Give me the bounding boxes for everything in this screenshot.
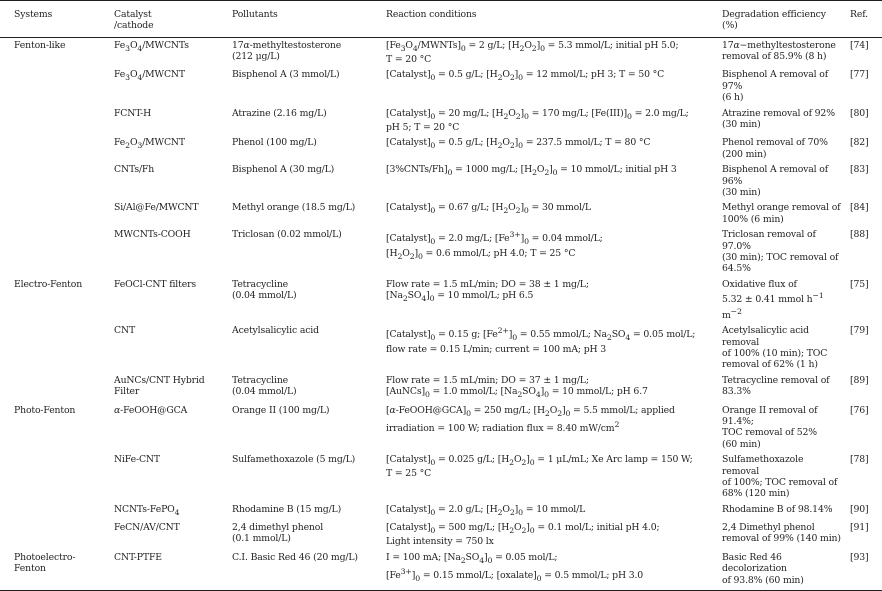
ref-cell: [82] <box>850 137 869 149</box>
catalyst-cell: α-FeOOH@GCA <box>114 404 188 416</box>
catalyst-cell: MWCNTs-COOH <box>114 229 191 241</box>
table-row <box>0 277 882 323</box>
table-row <box>0 403 882 453</box>
efficiency-cell: Sulfamethoxazole removal of 100%; TOC removal of 68% (120 min) <box>722 454 838 500</box>
pollutant-cell: Phenol (100 mg/L) <box>232 137 317 149</box>
efficiency-cell: Triclosan removal of 97.0% (30 min); TOC removal of 64.5% <box>722 229 839 275</box>
pollutant-cell: Atrazine (2.16 mg/L) <box>232 107 327 119</box>
table-row <box>0 323 882 373</box>
efficiency-cell: Orange II removal of 91.4%; TOC removal of 52% (60 min) <box>722 404 818 450</box>
system-cell <box>0 452 110 502</box>
efficiency-cell: Basic Red 46 decolorization of 93.8% (60 min) <box>718 550 846 591</box>
catalyst-cell: AuNCs/CNT Hybrid Filter <box>114 374 205 398</box>
system-cell <box>0 323 110 373</box>
efficiency-cell: Tetracycline removal of 83.3% <box>722 374 830 398</box>
pollutant-cell: Tetracycline (0.04 mmol/L) <box>232 374 297 398</box>
ref-cell: [89] <box>850 374 869 386</box>
conditions-cell: $[Catalyst]_0 = 500$ mg/L; $[H_2O_2]_0 = 0.1$ mol/L; initial pH 4.0; Light intensity = 750 lx <box>386 522 660 548</box>
table-row <box>0 200 882 227</box>
conditions-cell: $[Catalyst]_0 = 0.5$ g/L; $[H_2O_2]_0 = 237.5$ mmol/L; T = 80 °C <box>386 137 651 151</box>
table-row <box>0 37 882 67</box>
pollutant-cell: 17α-methyltestosterone (212 μg/L) <box>232 39 342 63</box>
conditions-cell: $[3\%CNTs/Fh]_0 = 1000$ mg/L; $[H_2O_2]_0 = 10$ mmol/L; initial pH 3 <box>386 164 677 178</box>
system-cell <box>0 67 110 105</box>
header-systems: Systems <box>0 1 110 38</box>
ref-cell: [80] <box>850 107 869 119</box>
pollutant-cell: Acetylsalicylic acid <box>232 325 319 337</box>
efficiency-cell: Oxidative flux of 5.32 ± 0.41 mmol $h^{-1}$ $m^{-2}$ <box>722 278 824 321</box>
conditions-cell: I = 100 mA; $[Na_2SO_4]_0 = 0.05$ mol/L; $[Fe^{3+}]_0 = 0.15$ mmol/L; $[oxalate]_0 = 0.5$ mmol/L; pH 3.0 <box>382 550 718 591</box>
pollutant-cell: C.I. Basic Red 46 (20 mg/L) <box>228 550 382 591</box>
header-catalyst: Catalyst /cathode <box>110 1 228 38</box>
system-cell <box>0 227 110 277</box>
catalyst-cell: NCNTs-FePO$_4$ <box>114 503 180 517</box>
conditions-cell: Flow rate = 1.5 mL/min; DO = 37 ± 1 mg/L; $[AuNCs]_0 = 1.0$ mmol/L; $[Na_2SO_4]_0 = 10$ mmol/L; pH 6.7 <box>386 374 648 400</box>
table-row <box>0 106 882 136</box>
system-cell: Photoelectro- Fenton <box>0 550 110 591</box>
system-cell: Photo-Fenton <box>14 404 76 416</box>
catalyst-cell: NiFe-CNT <box>114 454 160 466</box>
header-ref: Ref. <box>846 1 882 38</box>
catalyst-cell: FeOCl-CNT filters <box>114 278 196 290</box>
efficiency-cell: 2,4 Dimethyl phenol removal of 99% (140 min) <box>722 522 841 545</box>
efficiency-cell: Rhodamine B of 98.14% <box>722 503 833 515</box>
ref-cell: [74] <box>850 39 869 51</box>
ref-cell: [91] <box>850 522 869 534</box>
system-cell <box>0 502 110 520</box>
conditions-cell: $[Catalyst]_0 = 2.0$ g/L; $[H_2O_2]_0 = 10$ mmol/L <box>386 503 586 517</box>
ref-cell: [93] <box>846 550 882 591</box>
table-row <box>0 135 882 162</box>
catalyst-cell: CNT <box>114 325 135 337</box>
table-row <box>0 227 882 277</box>
ref-cell: [78] <box>850 454 869 466</box>
catalyst-cell: $Fe_3O_4$/MWCNTs <box>114 39 189 53</box>
efficiency-cell: 17α−methyltestosterone removal of 85.9% (8 h) <box>722 39 836 63</box>
pollutant-cell: Rhodamine B (15 mg/L) <box>232 503 342 515</box>
table-row <box>0 452 882 502</box>
catalyst-cell: Si/Al@Fe/MWCNT <box>114 202 199 214</box>
header-degradation-efficiency: Degradation efficiency (%) <box>718 1 846 38</box>
ref-cell: [88] <box>850 229 869 241</box>
pollutant-cell: Orange II (100 mg/L) <box>232 404 330 416</box>
system-cell <box>0 520 110 550</box>
conditions-cell: $[Catalyst]_0 = 0.5$ g/L; $[H_2O_2]_0 = 12$ mmol/L; pH 3; T = 50 °C <box>386 69 665 83</box>
conditions-cell: Flow rate = 1.5 mL/min; DO = 38 ± 1 mg/L; $[Na_2SO_4]_0 = 10$ mmol/L; pH 6.5 <box>386 278 589 304</box>
table-row <box>0 67 882 105</box>
ref-cell: [83] <box>850 164 869 176</box>
catalyst-cell: CNTs/Fh <box>114 164 155 176</box>
system-cell <box>0 373 110 403</box>
pollutant-cell: Sulfamethoxazole (5 mg/L) <box>232 454 356 466</box>
conditions-cell: $[Catalyst]_0 = 2.0$ mg/L; $[Fe^{3+}]_0 = 0.04$ mmol/L; $[H_2O_2]_0 = 0.6$ mmol/L; pH 4.0; T = 25 °C <box>386 230 603 261</box>
system-cell <box>0 200 110 227</box>
ref-cell: [90] <box>850 503 869 515</box>
table-row <box>0 550 882 591</box>
ref-cell: [77] <box>850 69 869 81</box>
ref-cell: [76] <box>850 404 869 416</box>
pollutant-cell: Tetracycline (0.04 mmol/L) <box>232 278 297 302</box>
efficiency-cell: Acetylsalicylic acid removal of 100% (10 min); TOC removal of 62% (1 h) <box>722 325 828 371</box>
conditions-cell: $[\alpha-FeOOH@GCA]_0 = 250$ mg/L; $[H_2O_2]_0 = 5.5$ mmol/L; applied irradiation = 100 W; radiation flux = 8.40 $mW/cm^2$ <box>386 404 675 434</box>
system-cell <box>0 106 110 136</box>
table-row <box>0 520 882 550</box>
table-row <box>0 502 882 520</box>
ref-cell: [84] <box>850 202 869 214</box>
conditions-cell: $[Catalyst]_0 = 0.67$ g/L; $[H_2O_2]_0 = 30$ mmol/L <box>386 202 591 216</box>
table-row <box>0 373 882 403</box>
pollutant-cell: Methyl orange (18.5 mg/L) <box>232 202 356 214</box>
catalyst-cell: CNT-PTFE <box>110 550 228 591</box>
system-cell: Fenton-like <box>14 39 66 51</box>
efficiency-cell: Methyl orange removal of 100% (6 min) <box>722 202 841 225</box>
pollutant-cell: Bisphenol A (3 mmol/L) <box>232 69 340 81</box>
table-body <box>0 37 882 590</box>
conditions-cell: $[Catalyst]_0 = 20$ mg/L; $[H_2O_2]_0 = 170$ mg/L; $[Fe(III)]_0 = 2.0$ mg/L; pH 5; T = 20 °C <box>386 107 689 133</box>
efficiency-cell: Atrazine removal of 92% (30 min) <box>722 107 835 131</box>
pollutant-cell: 2,4 dimethyl phenol (0.1 mmol/L) <box>232 522 324 545</box>
efficiency-cell: Phenol removal of 70% (200 min) <box>722 137 828 160</box>
efficiency-cell: Bisphenol A removal of 96% (30 min) <box>722 164 829 198</box>
catalyst-cell: $Fe_2O_3$/MWCNT <box>114 137 185 151</box>
header-reaction-conditions: Reaction conditions <box>382 1 718 38</box>
catalyst-cell: FeCN/AV/CNT <box>114 522 180 534</box>
table-row <box>0 162 882 200</box>
ref-cell: [75] <box>850 278 869 290</box>
system-cell <box>0 135 110 162</box>
system-cell <box>0 162 110 200</box>
header-row <box>0 1 882 38</box>
catalyst-cell: FCNT-H <box>114 107 152 119</box>
catalyst-cell: $Fe_3O_4$/MWCNT <box>114 69 185 83</box>
ref-cell: [79] <box>850 325 869 337</box>
header-pollutants: Pollutants <box>228 1 382 38</box>
conditions-cell: $[Catalyst]_0 = 0.15$ g; $[Fe^{2+}]_0 = 0.55$ mmol/L; $Na_2SO_4 = 0.05$ mol/L; flow rate = 0.15 L/min; current = 100 mA; pH 3 <box>386 326 696 355</box>
pollutant-cell: Bisphenol A (30 mg/L) <box>232 164 335 176</box>
conditions-cell: $[Fe_3O_4/MWNTs]_0 = 2$ g/L; $[H_2O_2]_0 = 5.3$ mmol/L; initial pH 5.0; T = 20 °C <box>386 39 679 66</box>
pollutant-cell: Triclosan (0.02 mmol/L) <box>232 229 342 241</box>
efficiency-cell: Bisphenol A removal of 97% (6 h) <box>722 69 829 104</box>
conditions-cell: $[Catalyst]_0 = 0.025$ g/L; $[H_2O_2]_0 = 1$ μL/mL; Xe Arc lamp = 150 W; T = 25 °C <box>386 454 693 480</box>
system-cell: Electro-Fenton <box>14 278 83 290</box>
